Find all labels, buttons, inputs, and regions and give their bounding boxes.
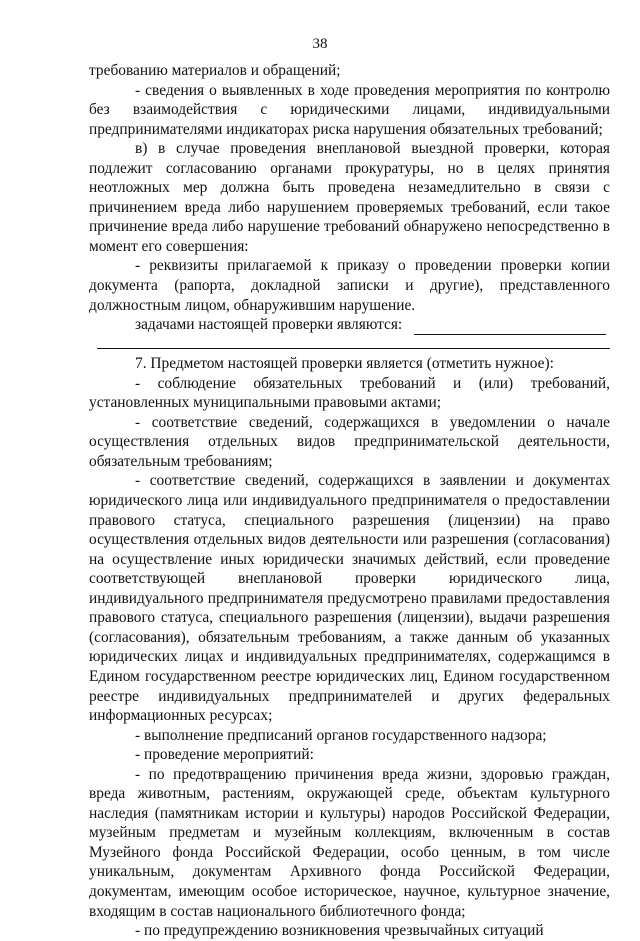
paragraph-compliance: - соблюдение обязательных требований и (или) требований, установленных муниципальными правовыми актами; xyxy=(89,374,610,412)
paragraph-emergency-prevention: - по предупреждению возникновения чрезвычайных ситуаций xyxy=(135,922,544,940)
paragraph-unscheduled-inspection: в) в случае проведения внеплановой выездной проверки, которая подлежит согласованию органами прокуратуры, но в целях принятия неотложных мер должна быть проведена незамедлительно в связи с причинением вреда либо нарушением проверяемых требований, если такое причинение вреда либо нарушение требований обнаружено непосредственно в момент его совершения: xyxy=(89,140,610,255)
inspection-tasks-blank xyxy=(414,320,606,335)
paragraph-harm-prevention: - по предотвращению причинения вреда жизни, здоровью граждан, вреда животным, растениям, окружающей среде, объектам культурного наследия (памятникам истории и культуры) народов Российской Федерации, музейным предметам и музейным коллекциям, включенным в состав Музейного фонда Российской Федерации, особо ценным, в том числе уникальным, документам Архивного фонда Российской Федерации, документам, имеющим особое историческое, научное, культурное значение, входящим в состав национального библиотечного фонда; xyxy=(89,765,610,920)
paragraph-continuation: требованию материалов и обращений; xyxy=(89,62,341,79)
document-body xyxy=(89,61,610,941)
page-number: 38 xyxy=(312,36,328,52)
paragraph-document-details: - реквизиты прилагаемой к приказу о проведении проверки копии документа (рапорта, докладной записки и другие), представленного должностным лицом, обнаружившим нарушение. xyxy=(89,257,610,314)
inspection-tasks-line xyxy=(89,315,610,335)
paragraph-application-conformity: - соответствие сведений, содержащихся в заявлении и документах юридического лица или индивидуального предпринимателя о предоставлении правового статуса, специального разрешения (лицензии) на право осуществления отдельных видов деятельности или разрешения (согласования) на осуществление иных юридически значимых действий, если проведение соответствующей внеплановой проверки юридического лица, индивидуального предпринимателя предусмотрено правилами предоставления правового статуса, специального разрешения (лицензии), выдачи разрешения (согласования), обязательным требованиям, а также данным об указанных юридических лицах и индивидуальных предпринимателях, содержащимся в Едином государственном реестре юридических лиц, Едином государственном реестре индивидуальных предпринимателей и других федеральных информационных ресурсах; xyxy=(89,472,610,725)
inspection-tasks-rule xyxy=(89,335,610,355)
paragraph-item-7-heading: 7. Предметом настоящей проверки является (отметить нужное): xyxy=(135,355,554,373)
paragraph-notification-conformity: - соответствие сведений, содержащихся в уведомлении о начале осуществления отдельных видов предпринимательской деятельности, обязательным требованиям; xyxy=(89,413,610,470)
paragraph-risk-indicators: - сведения о выявленных в ходе проведения мероприятия по контролю без взаимодействия с юридическими лицами, индивидуальными предпринимателями индикаторах риска нарушения обязательных требований; xyxy=(89,81,610,138)
paragraph-orders-fulfillment: - выполнение предписаний органов государственного надзора; xyxy=(135,726,547,744)
inspection-tasks-label: задачами настоящей проверки являются: xyxy=(135,316,403,334)
paragraph-measures: - проведение мероприятий: xyxy=(135,746,314,764)
